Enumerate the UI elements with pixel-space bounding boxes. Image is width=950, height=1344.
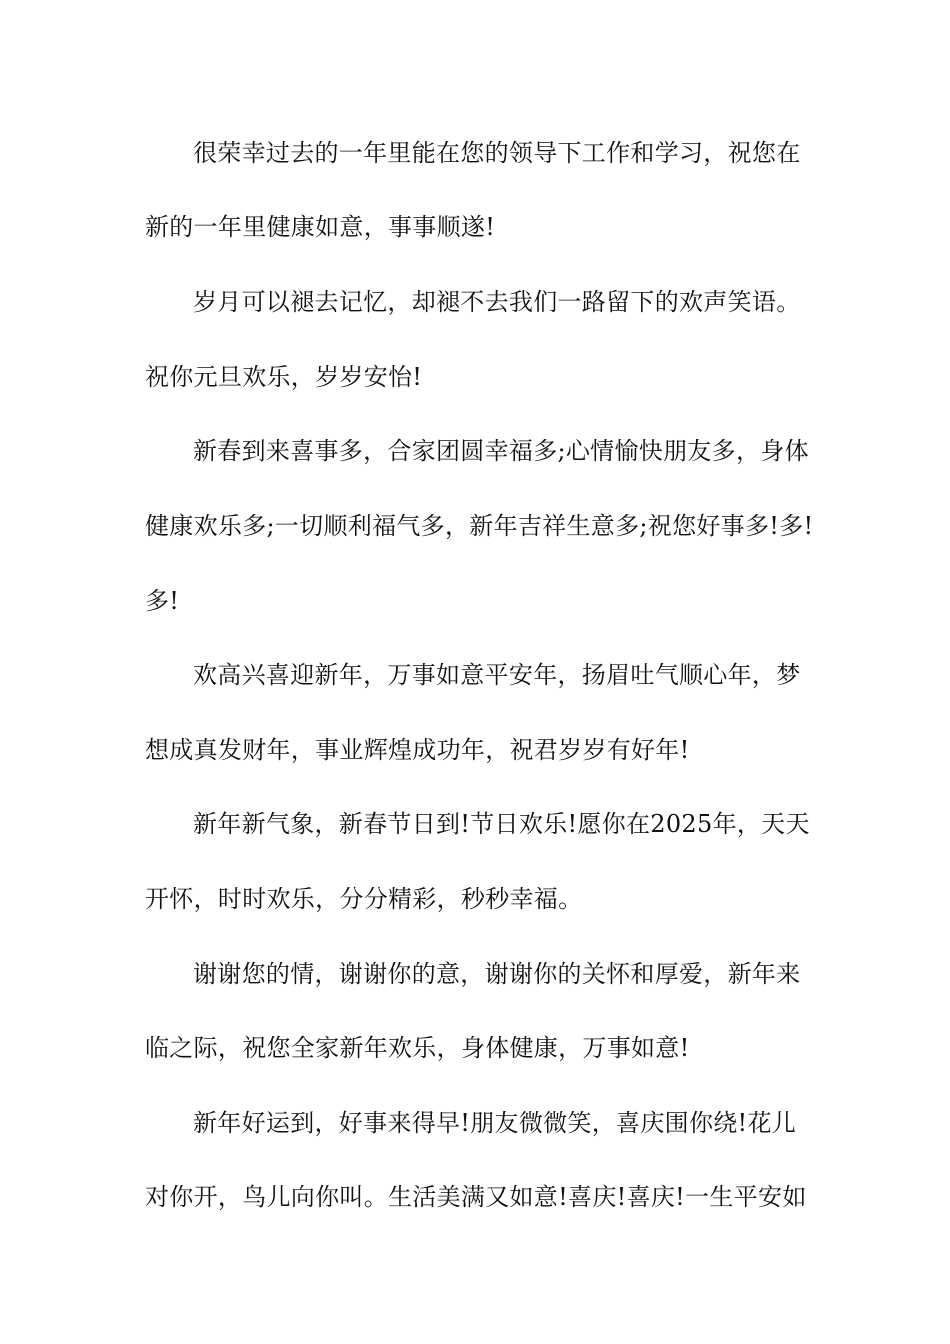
paragraph-1-line-2: 新的一年里健康如意，事事顺遂!: [145, 213, 496, 241]
paragraph-5-line-1: 新年新气象，新春节日到!节日欢乐!愿你在2025年，天天: [193, 810, 810, 838]
paragraph-6-line-2: 临之际，祝您全家新年欢乐，身体健康，万事如意!: [145, 1034, 690, 1062]
paragraph-1-line-1: 很荣幸过去的一年里能在您的领导下工作和学习，祝您在: [193, 139, 801, 167]
paragraph-6-line-1: 谢谢您的情，谢谢你的意，谢谢你的关怀和厚爱，新年来: [193, 960, 801, 988]
paragraph-4-line-1: 欢高兴喜迎新年，万事如意平安年，扬眉吐气顺心年，梦: [193, 661, 801, 689]
paragraph-2-line-1: 岁月可以褪去记忆，却褪不去我们一路留下的欢声笑语。: [193, 288, 801, 316]
paragraph-5-line-2: 开怀，时时欢乐，分分精彩，秒秒幸福。: [145, 885, 583, 913]
paragraph-4-line-2: 想成真发财年，事业辉煌成功年，祝君岁岁有好年!: [145, 736, 690, 764]
paragraph-2-line-2: 祝你元旦欢乐，岁岁安怡!: [145, 363, 423, 391]
paragraph-7-line-2: 对你开，鸟儿向你叫。生活美满又如意!喜庆!喜庆!一生平安如: [145, 1183, 807, 1211]
paragraph-3-line-2: 健康欢乐多;一切顺利福气多，新年吉祥生意多;祝您好事多!多!: [145, 512, 814, 540]
paragraph-3-line-1: 新春到来喜事多，合家团圆幸福多;心情愉快朋友多，身体: [193, 437, 809, 465]
paragraph-3-line-3: 多!: [145, 587, 180, 615]
paragraph-7-line-1: 新年好运到，好事来得早!朋友微微笑，喜庆围你绕!花儿: [193, 1109, 797, 1137]
